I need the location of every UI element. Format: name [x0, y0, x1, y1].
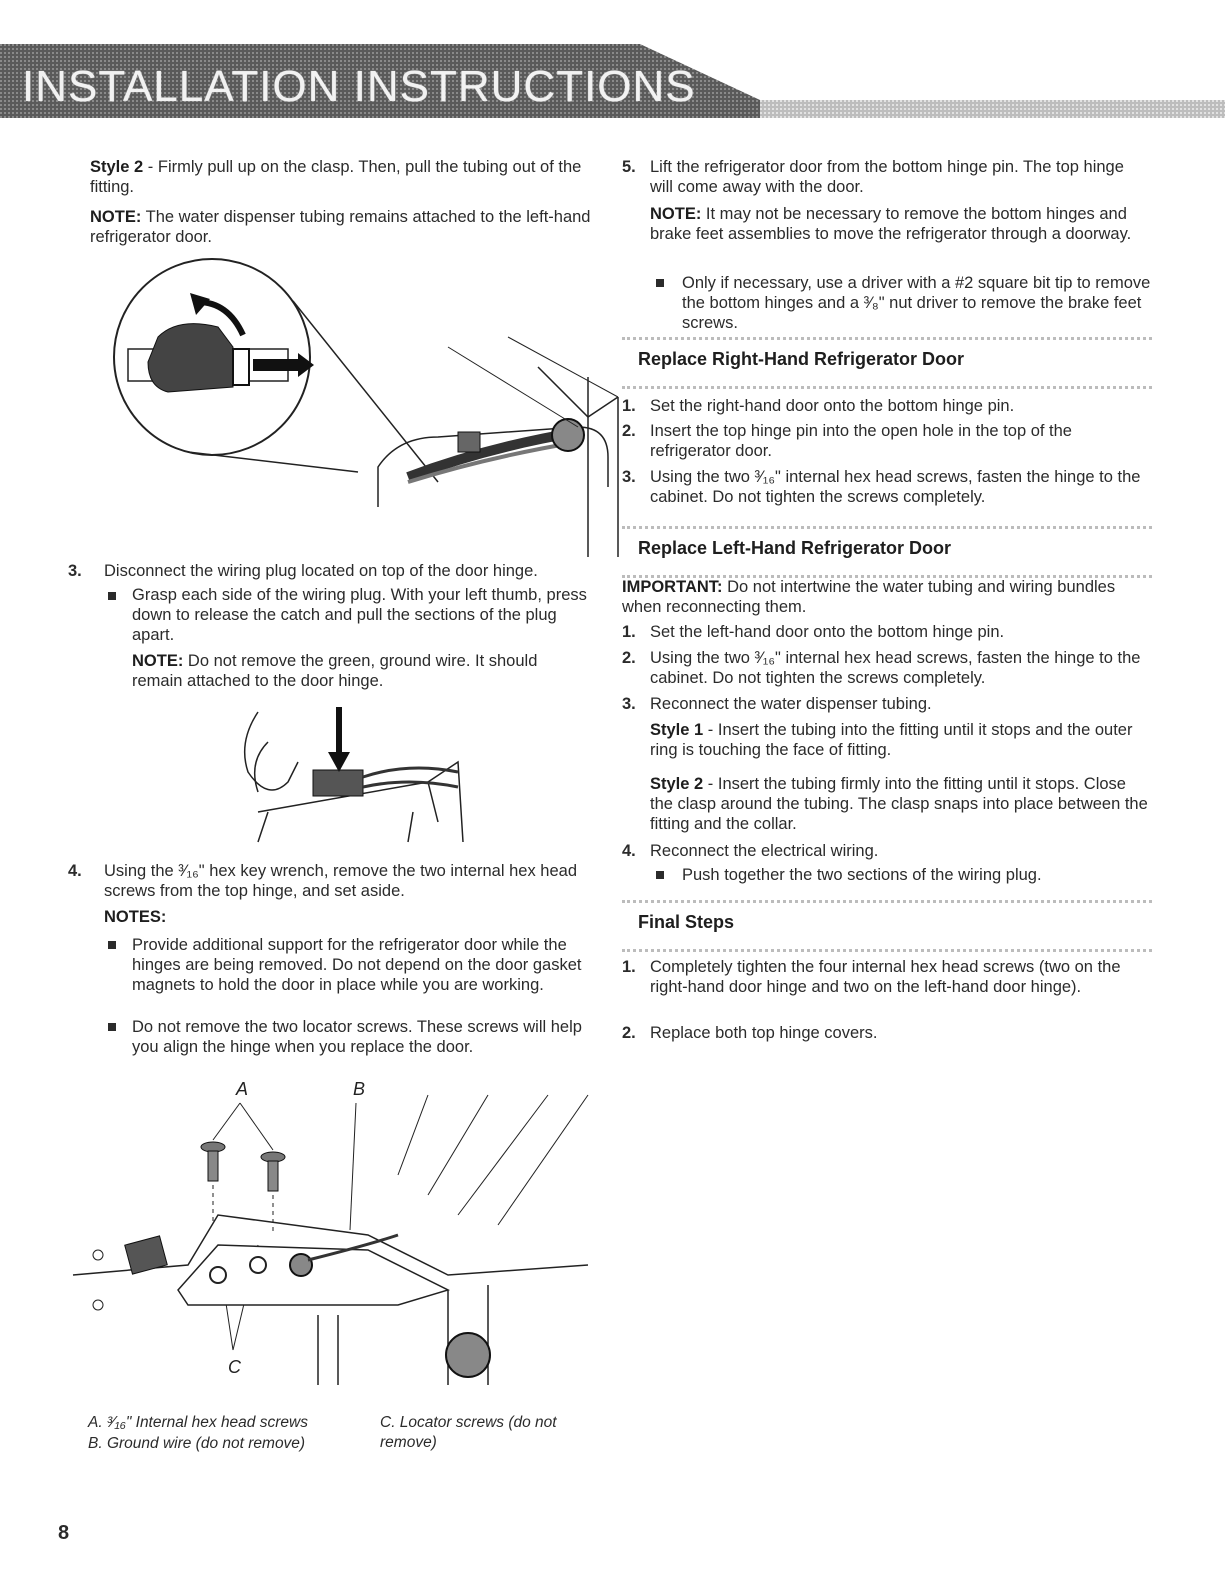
step-5-number: 5.: [622, 158, 636, 176]
bullet-icon: [108, 941, 116, 949]
lh-step-3: Reconnect the water dispenser tubing.: [650, 695, 932, 713]
rh-step-3: Using the two ³⁄₁₆" internal hex head screws, fasten the hinge to the cabinet. Do not tighten the screws completely.: [650, 468, 1141, 506]
note-text: Do not remove the green, ground wire. It should remain attached to the door hinge.: [132, 652, 538, 690]
bullet-icon: [108, 592, 116, 600]
section-final-steps: [622, 900, 1152, 952]
style2-label: Style 2: [650, 775, 704, 793]
final-step-1: Completely tighten the four internal hex head screws (two on the right-hand door hinge and two on the left-hand door hinge).: [650, 958, 1121, 996]
label-c: C: [228, 1357, 241, 1377]
caption-c: C. Locator screws (do not remove): [380, 1414, 557, 1451]
step-number: 2.: [622, 649, 636, 667]
note-label: NOTE:: [132, 652, 184, 670]
final-step-2: Replace both top hinge covers.: [650, 1024, 878, 1042]
step-number: 3.: [622, 695, 636, 713]
style2-paragraph: [650, 774, 1150, 834]
important-note: [622, 577, 1142, 617]
step-3-bullet: Grasp each side of the wiring plug. With your left thumb, press down to release the catch and pull the sections of the plug apart.: [132, 586, 587, 644]
hinge-screws-illustration: [68, 1075, 598, 1385]
step-number: 1.: [622, 397, 636, 415]
lh-step-4: Reconnect the electrical wiring.: [650, 842, 879, 860]
note-label: NOTE:: [90, 208, 142, 226]
rh-step-2: Insert the top hinge pin into the open hole in the top of the refrigerator door.: [650, 422, 1072, 460]
lh-step-1: Set the left-hand door onto the bottom hinge pin.: [650, 623, 1005, 641]
step-number: 1.: [622, 958, 636, 976]
note-label: NOTE:: [650, 205, 702, 223]
banner-title: INSTALLATION INSTRUCTIONS: [22, 62, 696, 111]
note-tubing: [90, 207, 600, 247]
page-number: 8: [58, 1522, 70, 1544]
bullet-icon: [656, 871, 664, 879]
step-number: 2.: [622, 1024, 636, 1042]
step-5-bullet: Only if necessary, use a driver with a #2 square bit tip to remove the bottom hinges and a ³⁄₈" nut driver to remove the brake feet screws.: [682, 274, 1151, 332]
section-title: Replace Left-Hand Refrigerator Door: [638, 538, 952, 558]
section-title: Final Steps: [638, 912, 735, 932]
rh-step-1: Set the right-hand door onto the bottom hinge pin.: [650, 397, 1015, 415]
notes-bullet-locator: Do not remove the two locator screws. These screws will help you align the hinge when you replace the door.: [132, 1018, 582, 1056]
label-a: A: [236, 1079, 249, 1099]
step-number: 2.: [622, 422, 636, 440]
style2-label: Style 2: [90, 158, 144, 176]
section-title: Replace Right-Hand Refrigerator Door: [638, 349, 965, 369]
step-number: 3.: [622, 468, 636, 486]
lh-step-4-bullet: Push together the two sections of the wiring plug.: [682, 866, 1042, 884]
step-4-text: Using the ³⁄₁₆" hex key wrench, remove the two internal hex head screws from the top hinge, and set aside.: [104, 862, 577, 900]
step-number: 4.: [622, 842, 636, 860]
label-b: B: [353, 1079, 366, 1099]
lh-step-2: Using the two ³⁄₁₆" internal hex head screws, fasten the hinge to the cabinet. Do not tighten the screws completely.: [650, 649, 1141, 687]
bullet-icon: [108, 1023, 116, 1031]
caption-a: A. ³⁄₁₆" Internal hex head screws: [88, 1414, 308, 1431]
step-3-text: Disconnect the wiring plug located on top of the door hinge.: [104, 562, 538, 580]
step-5-text: Lift the refrigerator door from the bottom hinge pin. The top hinge will come away with the door.: [650, 158, 1124, 196]
step-3-number: 3.: [68, 562, 82, 580]
notes-bullet-support: Provide additional support for the refrigerator door while the hinges are being removed. Do not depend on the door gasket magnets to hold the door in place while you are working.: [132, 936, 582, 994]
style2-text: - Insert the tubing firmly into the fitting until it stops. Close the clasp around the tubing. The clasp snaps into place between the fitting and the collar.: [650, 775, 1148, 833]
section-replace-left-door: [622, 526, 1152, 578]
wiring-plug-illustration: [228, 702, 488, 852]
style1-paragraph: [650, 720, 1150, 760]
note-text: It may not be necessary to remove the bottom hinges and brake feet assemblies to move the refrigerator through a doorway.: [650, 205, 1132, 243]
important-label: IMPORTANT:: [622, 578, 723, 596]
style1-text: - Insert the tubing into the fitting until it stops and the outer ring is touching the face of fitting.: [650, 721, 1133, 759]
hinge-tubing-illustration: [108, 257, 628, 557]
style2-paragraph: [90, 157, 600, 197]
style2-text: - Firmly pull up on the clasp. Then, pull the tubing out of the fitting.: [90, 158, 582, 196]
notes-heading: NOTES:: [104, 908, 167, 926]
style1-label: Style 1: [650, 721, 704, 739]
section-replace-right-door: [622, 337, 1152, 389]
caption-b: B. Ground wire (do not remove): [88, 1435, 306, 1452]
note-text: The water dispenser tubing remains attached to the left-hand refrigerator door.: [90, 208, 591, 246]
note-ground-wire: [132, 651, 592, 691]
note-bottom-hinges: [650, 204, 1150, 244]
page-banner: [0, 44, 1225, 120]
bullet-icon: [656, 279, 664, 287]
step-number: 1.: [622, 623, 636, 641]
step-4-number: 4.: [68, 862, 82, 880]
important-text: Do not intertwine the water tubing and wiring bundles when reconnecting them.: [622, 578, 1116, 616]
